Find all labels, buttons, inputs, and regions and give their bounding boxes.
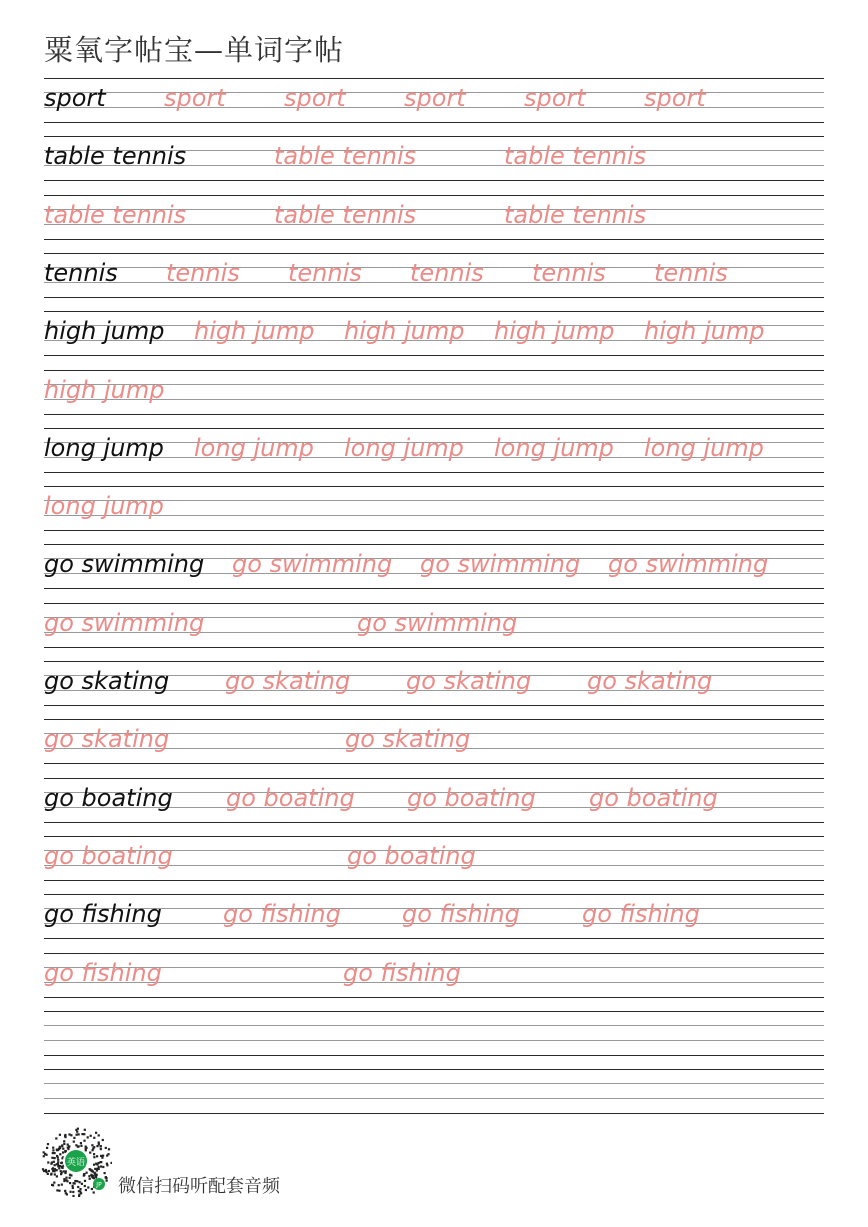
writing-row [44,253,824,311]
guide-line-bottom [44,472,824,473]
guide-line-top [44,253,824,254]
trace-word: sport [164,84,226,112]
guide-line-top [44,603,824,604]
guide-line-mid [44,1083,824,1084]
guide-line-top [44,1011,824,1012]
guide-line-top [44,953,824,954]
trace-word: go skating [587,667,713,695]
guide-line-top [44,428,824,429]
trace-word: sport [644,84,706,112]
trace-word: go swimming [608,550,769,579]
guide-line-top [44,370,824,371]
model-word: go swimming [44,550,205,579]
writing-row [44,195,824,253]
guide-line-bottom [44,763,824,764]
guide-line-bottom [44,355,824,356]
trace-word: long jump [494,433,614,462]
writing-row [44,1011,824,1069]
model-word: tennis [44,258,118,287]
trace-word: table tennis [44,200,187,229]
guide-line-top [44,78,824,79]
guide-line-bottom [44,647,824,648]
model-word: go boating [44,783,173,812]
trace-word: tennis [532,258,606,287]
guide-line-bottom [44,1055,824,1056]
trace-word: table tennis [274,200,417,229]
model-word: long jump [44,433,164,462]
trace-word: long jump [44,492,164,521]
qr-code-icon[interactable] [40,1125,112,1197]
guide-line-top [44,778,824,779]
trace-word: go swimming [420,550,581,579]
trace-word: high jump [344,317,465,346]
trace-word: go boating [589,783,718,812]
writing-row [44,370,824,428]
trace-word: long jump [644,433,764,462]
guide-line-top [44,486,824,487]
guide-line-bottom [44,938,824,939]
writing-row [44,136,824,194]
footer-caption: 微信扫码听配套音频 [118,1176,280,1197]
model-word: table tennis [44,142,187,171]
trace-word: go fishing [582,900,700,929]
trace-word: go swimming [232,550,393,579]
trace-word: tennis [410,258,484,287]
guide-line-top [44,195,824,196]
trace-word: table tennis [504,142,647,171]
guide-line-mid [44,1025,824,1026]
guide-line-bottom [44,880,824,881]
model-word: go fishing [44,900,162,929]
qr-corner-label: JP [96,1181,102,1189]
writing-row [44,603,824,661]
guide-line-bottom [44,530,824,531]
footer [40,1125,440,1205]
trace-word: tennis [654,258,728,287]
trace-word: table tennis [274,142,417,171]
qr-badge-label: 英语 [66,1158,86,1168]
guide-line-top [44,311,824,312]
trace-word: go fishing [44,958,162,987]
trace-word: go skating [225,667,351,695]
model-word: go skating [44,667,170,695]
trace-word: high jump [194,317,315,346]
writing-row [44,544,824,602]
guide-line-bottom [44,705,824,706]
trace-word: go skating [345,725,471,754]
trace-word: tennis [288,258,362,287]
guide-line-bottom [44,297,824,298]
writing-row [44,836,824,894]
trace-word: go swimming [44,608,205,637]
page-title: 粟氧字帖宝—单词字帖 [44,33,345,67]
trace-word: tennis [166,258,240,287]
trace-word: go fishing [402,900,520,929]
trace-word: long jump [344,433,464,462]
writing-row [44,778,824,836]
writing-row [44,486,824,544]
writing-row [44,894,824,952]
trace-word: long jump [194,433,314,462]
guide-line-bottom [44,239,824,240]
guide-line-top [44,661,824,662]
guide-line-bottom [44,822,824,823]
guide-line-bottom [44,414,824,415]
writing-row [44,719,824,777]
guide-line-top [44,719,824,720]
guide-line-base [44,1098,824,1099]
trace-word: go boating [347,841,476,870]
trace-word: sport [404,84,466,112]
trace-word: go boating [407,783,536,812]
model-word: high jump [44,317,165,346]
trace-word: go boating [226,783,355,812]
model-word: sport [44,84,106,112]
guide-line-top [44,544,824,545]
trace-word: high jump [494,317,615,346]
trace-word: high jump [44,375,165,404]
guide-line-bottom [44,122,824,123]
trace-word: go swimming [357,608,518,637]
writing-row [44,78,824,136]
guide-line-top [44,894,824,895]
guide-line-base [44,1040,824,1041]
trace-word: sport [524,84,586,112]
guide-line-bottom [44,997,824,998]
writing-row [44,311,824,369]
guide-line-bottom [44,180,824,181]
trace-word: go fishing [343,958,461,987]
writing-row [44,428,824,486]
trace-word: sport [284,84,346,112]
guide-line-top [44,1069,824,1070]
trace-word: go fishing [223,900,341,929]
trace-word: go boating [44,841,173,870]
guide-line-top [44,836,824,837]
writing-row [44,1069,824,1127]
trace-word: go skating [44,725,170,754]
guide-line-bottom [44,1113,824,1114]
guide-line-top [44,136,824,137]
trace-word: go skating [406,667,532,695]
writing-row [44,953,824,1011]
guide-line-bottom [44,588,824,589]
trace-word: high jump [644,317,765,346]
trace-word: table tennis [504,200,647,229]
writing-row [44,661,824,719]
